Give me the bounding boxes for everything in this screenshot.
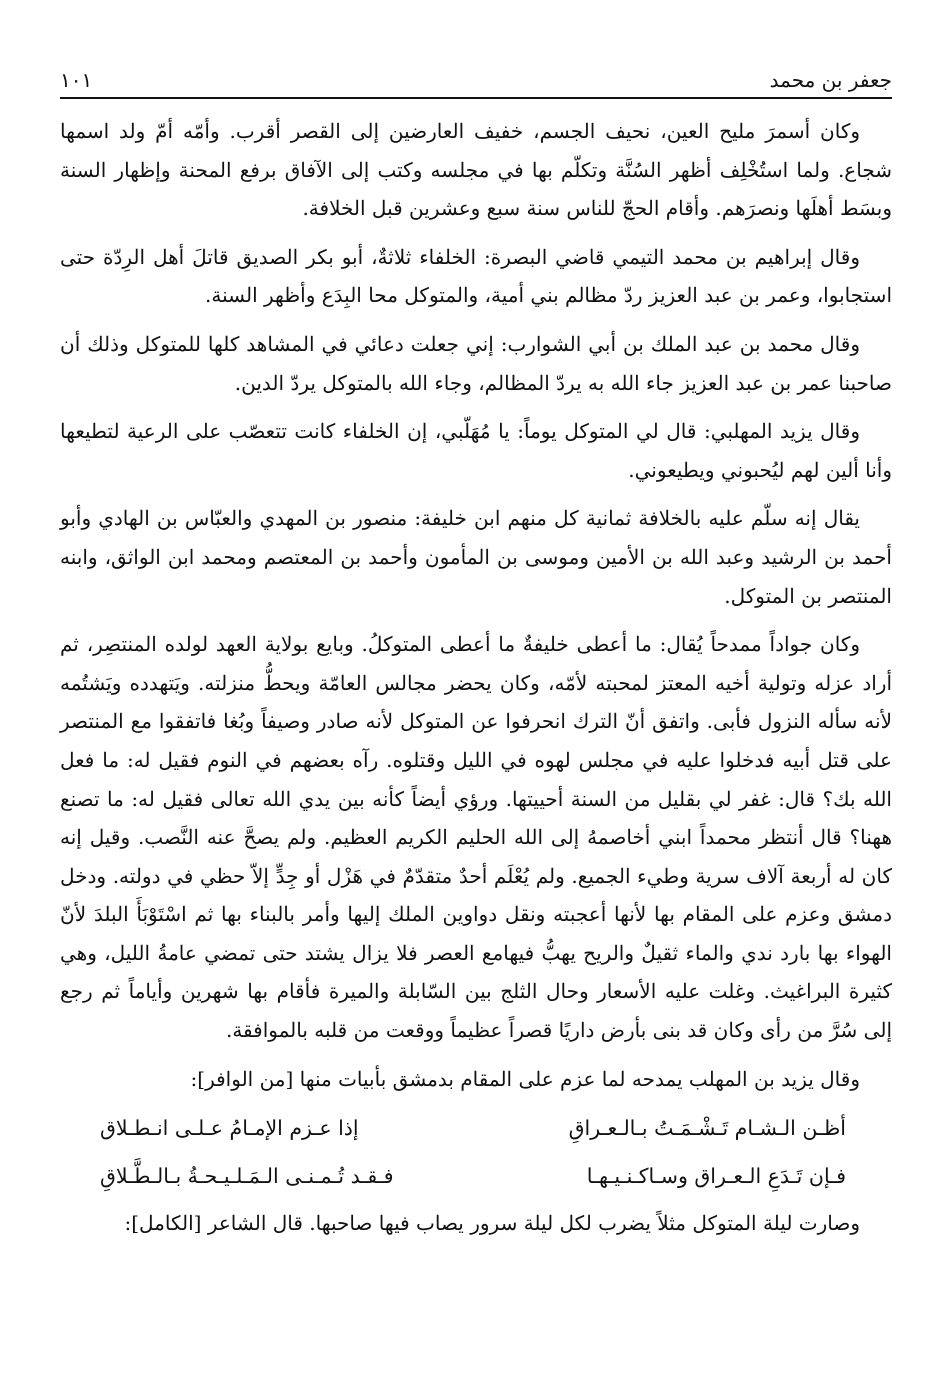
- paragraph-description: وكان أسمرَ مليح العين، نحيف الجسم، خفيف العارضين إلى القصر أقرب. وأمّه أمّ ولد اسمها شجاع. ولما استُخْلِف أظهر السُنَّة وتكلّم بها في مجلسه وكتب إلى الآفاق برفع المحنة وإظهار السنة وبسَط أهلَها ونصرَهم. وأقام الحجّ للناس سنة سبع وعشرين قبل الخلافة.: [60, 119, 892, 221]
- paragraph-muhallabi-quote: وقال يزيد المهلبي: قال لي المتوكل يوماً: يا مُهَلّبي، إن الخلفاء كانت تتعصّب على الرعية لتطيعها وأنا ألين لهم ليُحبوني ويطيعوني.: [60, 419, 892, 482]
- running-head: [60, 58, 892, 92]
- paragraph-eight-caliph-sons: يقال إنه سلّم عليه بالخلافة ثمانية كل منهم ابن خليفة: منصور بن المهدي والعبّاس بن الهادي وأبو أحمد بن الرشيد وعبد الله بن الأمين وموسى بن المأمون وأحمد بن المعتصم ومحمد ابن الواثق، وابنه المنتصر بن المتوكل.: [60, 506, 892, 608]
- poem-verse: [60, 1108, 892, 1148]
- paragraph-ibn-abi-shawarib-quote: وقال محمد بن عبد الملك بن أبي الشوارب: إني جعلت دعائي في المشاهد كلها للمتوكل وذلك أن صاحبنا عمر بن عبد العزيز جاء الله به يردّ المظالم، وجاء الله بالمتوكل يردّ الدين.: [60, 331, 892, 395]
- running-head-title: جعفر بن محمد: [769, 68, 892, 92]
- paragraph-generosity-and-death: وكان جواداً ممدحاً يُقال: ما أعطى خليفةٌ ما أعطى المتوكلُ. وبايع بولاية العهد لولده المنتصِر، ثم أراد عزله وتولية أخيه المعتز لمحبته لأمّه، وكان يحضر مجالس العامّة ويحطُّ منزلته. ويَتهدده ويَشتُمه لأنه سأله النزول فأبى. واتفق أنّ الترك انحرفوا عن المتوكل لأنه صادر وصيفاً وبُغا فاتفقوا مع المنتصر على قتل أبيه فدخلوا عليه في مجلس لهوه في الليل وقتلوه. رآه بعضهم في النوم فقيل له: ما فعل الله بك؟ قال: غفر لي بقليل من السنة أحييتها. ورؤي أيضاً كأنه بين يدي الله تعالى فقيل له: ما تصنع ههنا؟ قال أنتظر محمداً ابني أخاصمهُ إلى الله الحليم الكريم العظيم. ولم يصحَّ عنه النَّصب. وقيل إنه كان له أربعة آلاف سرية وطيء الجميع. ولم يُعْلَم أحدٌ متقدّمٌ في هَزْل أو جِدٍّ إلاّ حظي في دولته. ودخل دمشق وعزم على المقام بها لأنها أعجبته ونقل دواوين الملك إليها وأمر بالبناء بها ثم اسْتَوْبَأَ البلدَ لأنّ الهواء بها بارد ندي والماء ثقيلٌ والريح يهبُّ فيهامع العصر فلا يزال يشتد حتى تمضي عامةُ الليل، وهي كثيرة البراغيث. وغلت عليه الأسعار وحال الثلج بين السّابلة والميرة فأقام بها شهرين وأياماً ثم رجع إلى سُرَّ من رأى وكان قد بنى بأرض داريًا قصراً عظيماً ووقعت من قلبه بالموافقة.: [60, 632, 892, 1043]
- verse-first-hemistich: فـإن تَـدَعِ الـعـراق وسـاكـنـيـهـا: [586, 1164, 846, 1189]
- page-number: ١٠١: [60, 68, 93, 92]
- paragraph-ibrahim-quote: وقال إبراهيم بن محمد التيمي قاضي البصرة: الخلفاء ثلاثةٌ، أبو بكر الصديق قاتلَ أهل الرِدّة حتى استجابوا، وعمر بن عبد العزيز ردّ مظالم بني أمية، والمتوكل محا البِدَع وأظهر السنة.: [60, 244, 892, 308]
- poem-verse: [60, 1156, 892, 1196]
- verse-second-hemistich: فـقـد تُـمـنـى الـمَـلـيـحـةُ بـالـطَّـلاقِ: [100, 1164, 394, 1189]
- poem-intro: وقال يزيد بن المهلب يمدحه لما عزم على المقام بدمشق بأبيات منها [من الوافر]:: [190, 1066, 860, 1091]
- paragraph-closing: وصارت ليلة المتوكل مثلاً يضرب لكل ليلة سرور يصاب فيها صاحبها. قال الشاعر [الكامل]:: [124, 1211, 860, 1236]
- verse-second-hemistich: إذا عـزم الإمـامُ عـلـى انـطـلاق: [100, 1116, 359, 1141]
- body-text: [60, 112, 892, 1253]
- header-rule: [60, 97, 892, 99]
- verse-first-hemistich: أظـن الـشـام تَـشْـمَـتُ بـالـعـراقِ: [568, 1116, 846, 1141]
